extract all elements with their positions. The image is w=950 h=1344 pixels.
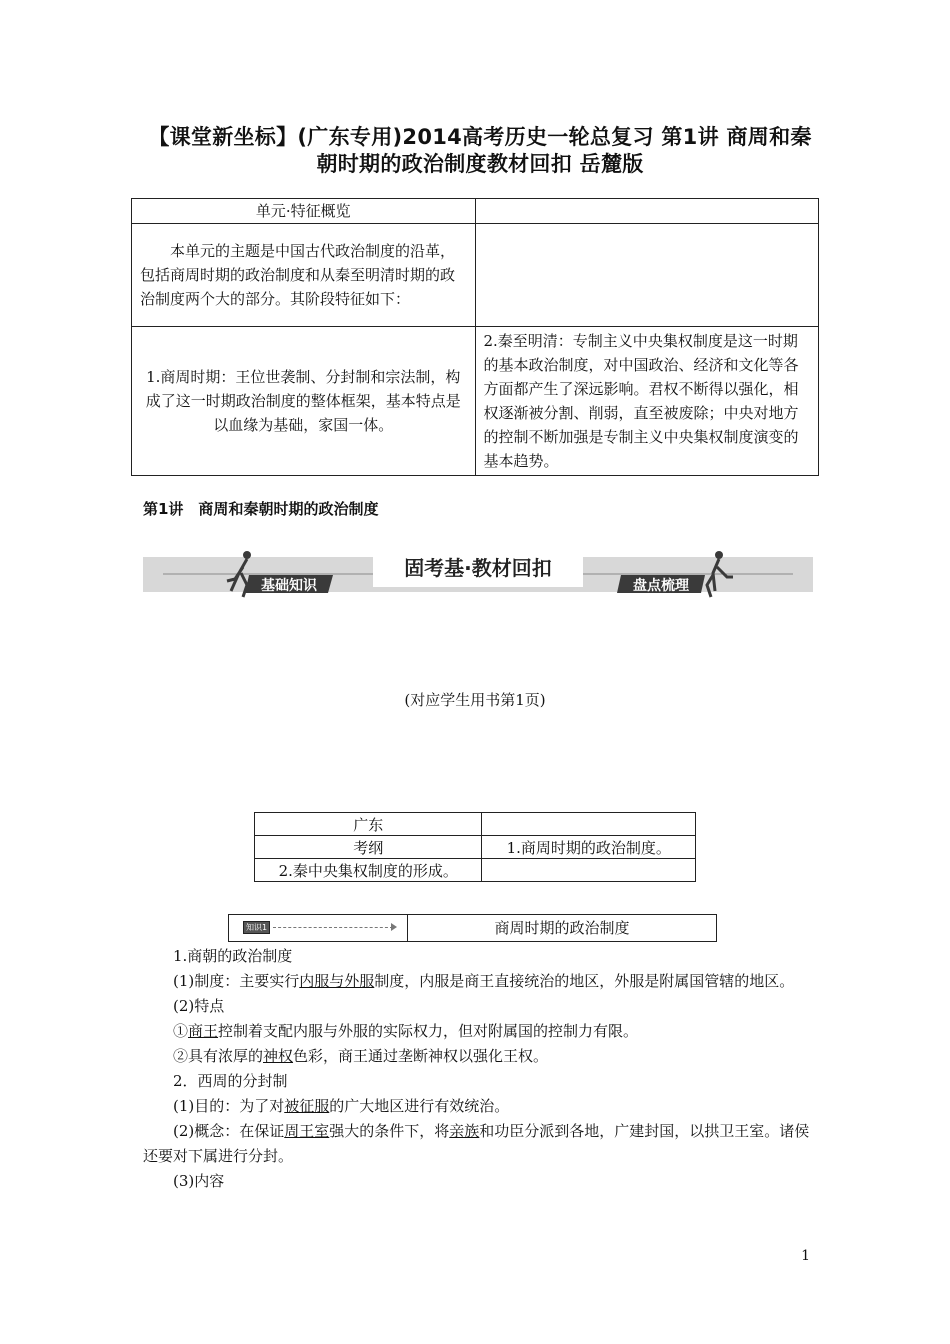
page-title: 【课堂新坐标】(广东专用)2014高考历史一轮总复习 第1讲 商周和秦朝时期的政治制度教材回扣 岳麓版 [148, 125, 812, 176]
paragraph-system: (1)制度：主要实行内服与外服制度，内服是商王直接统治的地区，外服是附属国管辖的地区。 [173, 972, 795, 990]
unit-table-qin-ming: 2.秦至明清：专制主义中央集权制度是这一时期的基本政治制度，对中国政治、经济和文化等各方面都产生了深远影响。君权不断得以强化，相权逐渐被分割、削弱，直至被废除；中央对地方的控制不断加强是专制主义中央集权制度演变的基本趋势。 [475, 327, 819, 476]
exam-empty-cell [482, 859, 696, 882]
section-banner [143, 547, 813, 602]
paragraph-concept: (2)概念：在保证周王室强大的条件下，将亲族和功臣分派到各地，广建封国，以拱卫王室。诸侯还要对下属进行分封。 [143, 1122, 810, 1165]
reference-note: (对应学生用书第1页) [404, 691, 546, 709]
answer-blank: 亲族 [449, 1122, 480, 1140]
answer-blank: 内服与外服 [299, 972, 375, 990]
unit-table-empty-cell [475, 224, 819, 327]
answer-blank: 商王 [188, 1022, 219, 1040]
lecture-title: 第1讲 商周和秦朝时期的政治制度 [143, 500, 379, 518]
paragraph-purpose: (1)目的：为了对被征服的广大地区进行有效统治。 [173, 1097, 510, 1115]
unit-table-header: 单元·特征概览 [132, 199, 476, 224]
unit-table-empty-cell [475, 199, 819, 224]
content-body [143, 944, 813, 1194]
section-heading-shang: 1.商朝的政治制度 [173, 947, 293, 965]
exam-outline-item-1: 1.商周时期的政治制度。 [482, 836, 696, 859]
banner-left-label: 基础知识 [261, 578, 317, 594]
subheading-content: (3)内容 [173, 1172, 225, 1190]
page-number: 1 [801, 1248, 810, 1264]
section-heading-zhou: 2．西周的分封制 [173, 1072, 288, 1090]
arrow-line-icon [273, 927, 393, 928]
topic-header [228, 914, 717, 942]
exam-outline-table [254, 812, 696, 882]
banner-center-text: 固考基·教材回扣 [404, 556, 552, 580]
banner-right-label: 盘点梳理 [633, 578, 689, 594]
exam-outline-item-2: 2.秦中央集权制度的形成。 [255, 859, 482, 882]
exam-outline-label: 考纲 [255, 836, 482, 859]
answer-blank: 周王室 [284, 1122, 330, 1140]
exam-empty-cell [482, 813, 696, 836]
unit-overview-table [131, 198, 819, 476]
subheading-features: (2)特点 [173, 997, 225, 1015]
answer-blank: 神权 [263, 1047, 294, 1065]
paragraph-feature-2: ②具有浓厚的神权色彩，商王通过垄断神权以强化王权。 [173, 1047, 549, 1065]
arrow-head-icon [391, 923, 397, 931]
exam-region: 广东 [255, 813, 482, 836]
unit-table-intro: 本单元的主题是中国古代政治制度的沿革，包括商周时期的政治制度和从秦至明清时期的政治制度两个大的部分。其阶段特征如下： [132, 224, 476, 327]
topic-label: 商周时期的政治制度 [494, 919, 630, 937]
unit-table-shang-zhou: 1.商周时期：王位世袭制、分封制和宗法制，构成了这一时期政治制度的整体框架，基本特点是以血缘为基础，家国一体。 [132, 327, 476, 476]
paragraph-feature-1: ①商王控制着支配内服与外服的实际权力，但对附属国的控制力有限。 [173, 1022, 639, 1040]
answer-blank: 被征服 [284, 1097, 330, 1115]
topic-tag [229, 915, 408, 941]
topic-tag-badge: 知识1 [243, 921, 270, 934]
